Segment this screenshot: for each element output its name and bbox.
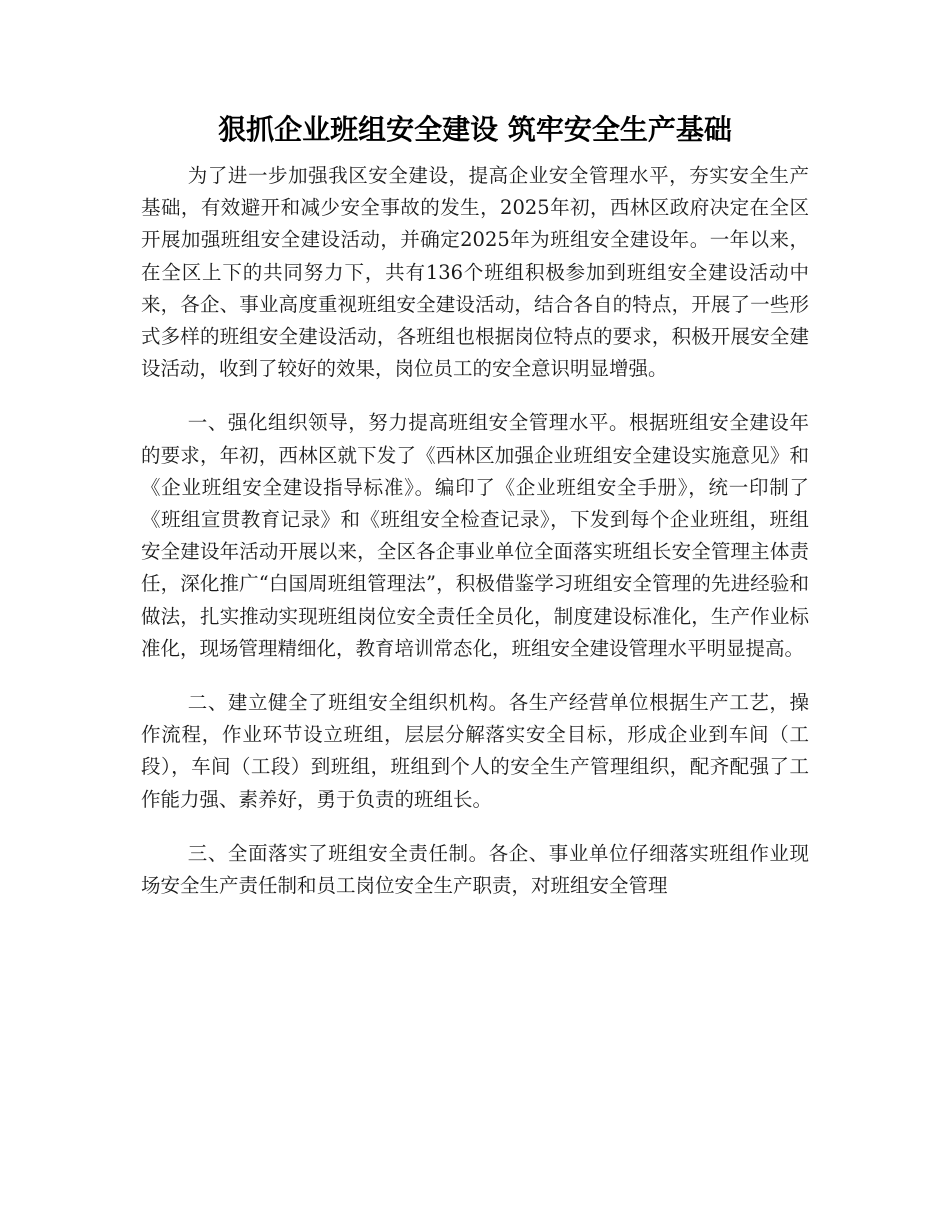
document-body [141,160,809,902]
paragraph-section-1: 一、强化组织领导，努力提高班组安全管理水平。根据班组安全建设年的要求，年初，西林区就下发了《西林区加强企业班组安全建设实施意见》和《企业班组安全建设指导标准》。编印了《企业班组安全手册》，统一印制了《班组宣贯教育记录》和《班组安全检查记录》，下发到每个企业班组，班组安全建设年活动开展以来，全区各企事业单位全面落实班组长安全管理主体责任，深化推广“白国周班组管理法”，积极借鉴学习班组安全管理的先进经验和做法，扎实推动实现班组岗位安全责任全员化，制度建设标准化，生产作业标准化，现场管理精细化，教育培训常态化，班组安全建设管理水平明显提高。 [141,411,809,660]
paragraph-section-3: 三、全面落实了班组安全责任制。各企、事业单位仔细落实班组作业现场安全生产责任制和员工岗位安全生产职责，对班组安全管理 [141,841,809,898]
document-title: 狠抓企业班组安全建设 筑牢安全生产基础 [218,113,732,146]
paragraph-intro: 为了进一步加强我区安全建设，提高企业安全管理水平，夯实安全生产基础，有效避开和减少安全事故的发生，2025年初，西林区政府决定在全区开展加强班组安全建设活动，并确定2025年为班组安全建设年。一年以来，在全区上下的共同努力下，共有136个班组积极参加到班组安全建设活动中来，各企、事业高度重视班组安全建设活动，结合各自的特点，开展了一些形式多样的班组安全建设活动，各班组也根据岗位特点的要求，积极开展安全建设活动，收到了较好的效果，岗位员工的安全意识明显增强。 [141,164,809,381]
paragraph-section-2: 二、建立健全了班组安全组织机构。各生产经营单位根据生产工艺，操作流程，作业环节设立班组，层层分解落实安全目标，形成企业到车间（工段），车间（工段）到班组，班组到个人的安全生产管理组织，配齐配强了工作能力强、素养好，勇于负责的班组长。 [141,691,809,811]
